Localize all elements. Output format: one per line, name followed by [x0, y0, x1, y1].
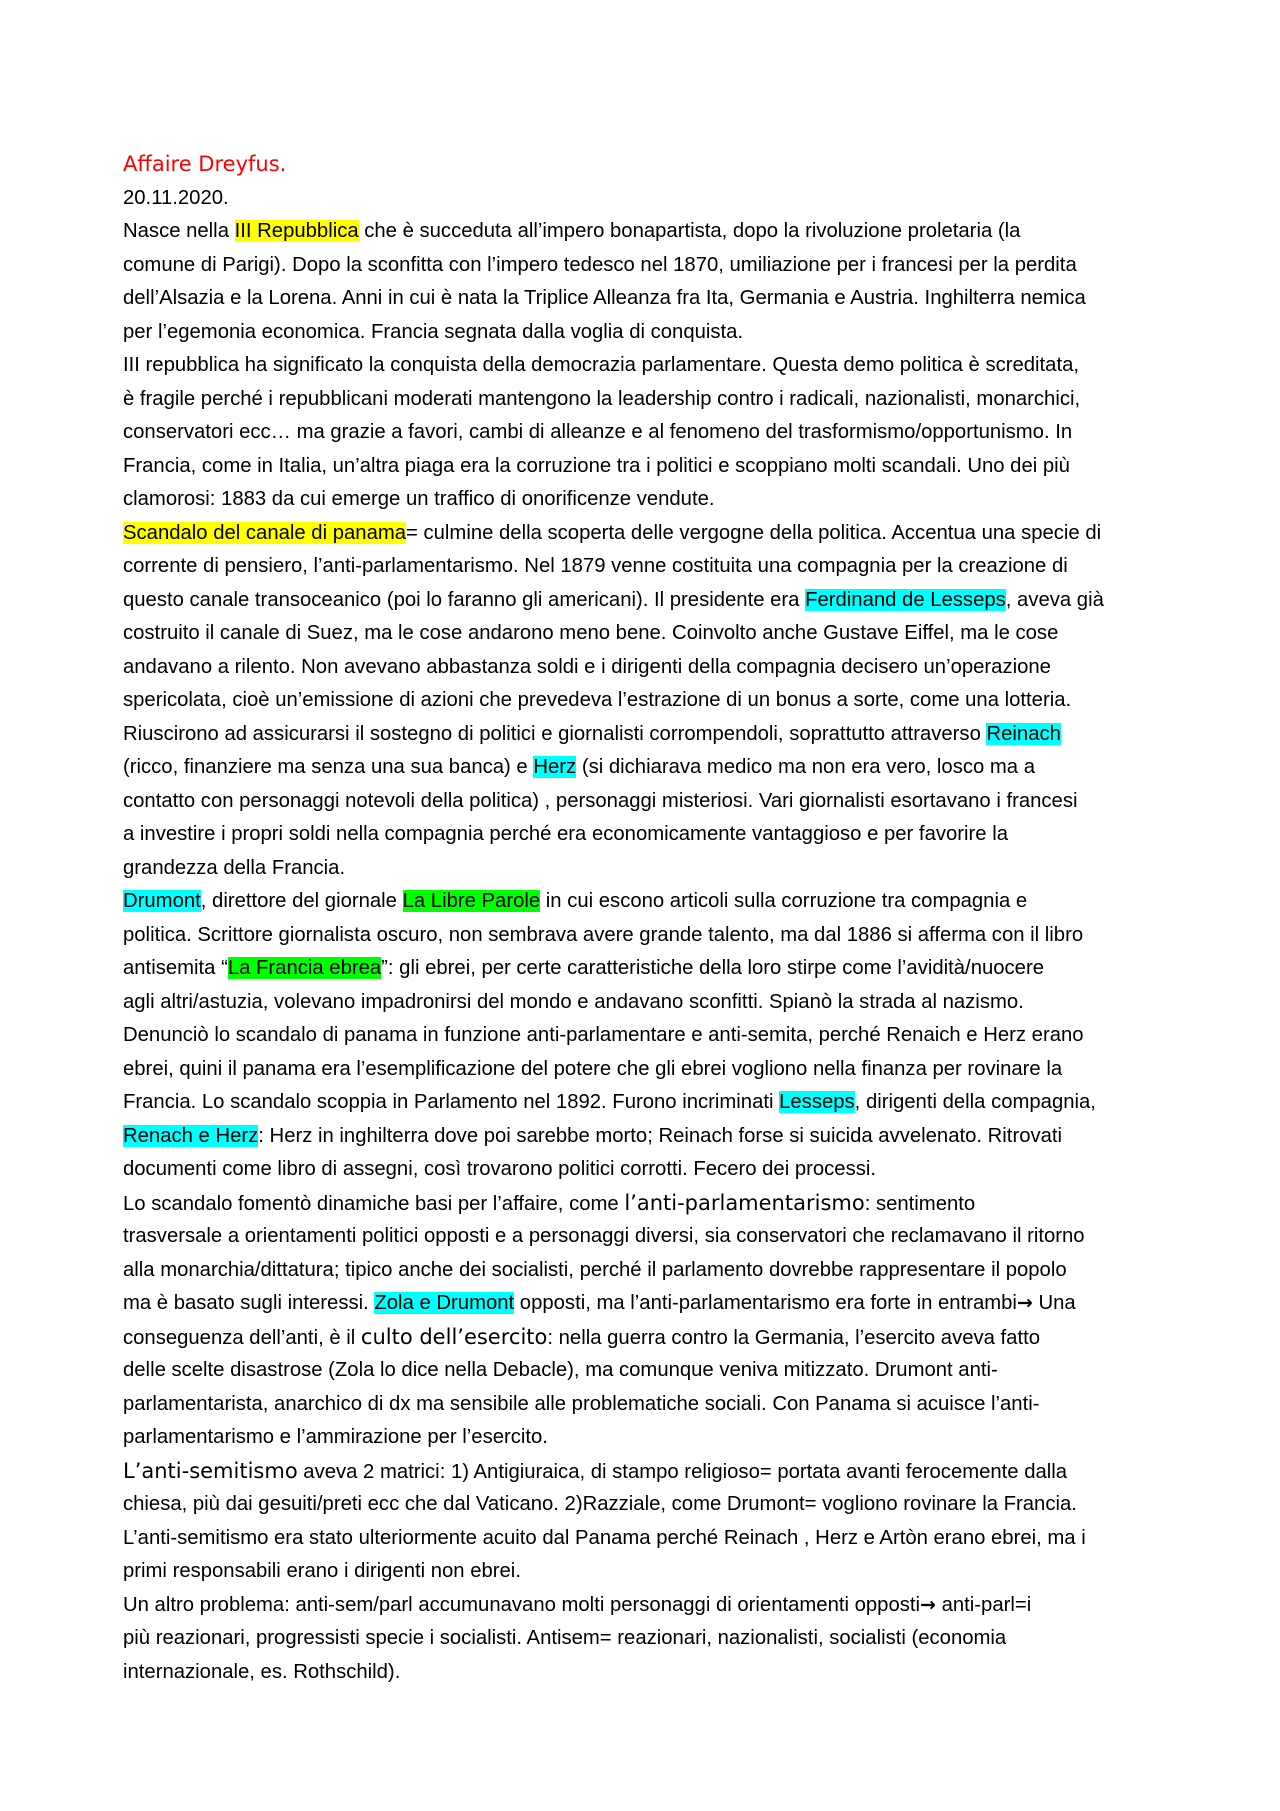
text-run: in cui escono articoli sulla corruzione tra compagnia e	[540, 890, 1028, 912]
text-line	[123, 751, 1183, 785]
text-run: a investire i propri soldi nella compagnia perché era economicamente vantaggioso e per favorire la	[123, 823, 1008, 845]
text-line	[123, 1589, 1183, 1623]
text-run: alla monarchia/dittatura; tipico anche dei socialisti, perché il parlamento dovrebbe rappresentare il popolo	[123, 1258, 1067, 1281]
text-line	[123, 450, 1183, 484]
highlighted-text: Zola e Drumont	[374, 1292, 515, 1314]
text-line	[123, 1254, 1183, 1288]
text-run: dell’Alsazia e la Lorena. Anni in cui è nata la Triplice Alleanza fra Ita, Germania e Austria. Inghilterra nemica	[123, 287, 1086, 309]
text-run: III repubblica ha significato la conquista della democrazia parlamentare. Questa demo politica è screditata,	[123, 354, 1080, 376]
text-line	[123, 1354, 1183, 1388]
text-run: primi responsabili erano i dirigenti non ebrei.	[123, 1560, 521, 1582]
text-line	[123, 416, 1183, 450]
arrow-icon: →	[920, 1593, 936, 1616]
text-run: ebrei, quini il panama era l’esemplificazione del potere che gli ebrei vogliono nella finanza per rovinare la	[123, 1057, 1063, 1080]
text-run: è fragile perché i repubblicani moderati mantengono la leadership contro i radicali, nazionalisti, monarchici,	[123, 387, 1081, 410]
text-run: parlamentarismo e l’ammirazione per l’esercito.	[123, 1426, 548, 1448]
document-body	[123, 215, 1183, 1689]
highlighted-text: La Libre Parole	[402, 890, 541, 912]
text-run: comune di Parigi). Dopo la sconfitta con l’impero tedesco nel 1870, umiliazione per i francesi per la perdita	[123, 253, 1077, 276]
text-line	[123, 1522, 1183, 1556]
text-run: Una	[1032, 1292, 1076, 1314]
text-line	[123, 1321, 1183, 1355]
text-run: questo canale transoceanico (poi lo faranno gli americani). Il presidente era	[123, 588, 806, 611]
text-run: corrente di pensiero, l’anti-parlamentarismo. Nel 1879 venne costituita una compagnia per la creazione di	[123, 555, 1068, 577]
text-line	[123, 1488, 1183, 1522]
highlighted-text: Scandalo del canale di panama	[123, 521, 407, 544]
text-line	[123, 1053, 1183, 1087]
text-run: parlamentarista, anarchico di dx ma sensibile alle problematiche sociali. Con Panama si acuisce l’anti-	[123, 1392, 1040, 1415]
text-run: andavano a rilento. Non avevano abbastanza soldi e i dirigenti della compagnia decisero un’operazione	[123, 655, 1051, 678]
text-line	[123, 818, 1183, 852]
text-line	[123, 282, 1183, 316]
text-run: spericolata, cioè un’emissione di azioni che prevedeva l’estrazione di un bonus a sorte, come una lotteria.	[123, 689, 1072, 711]
text-line	[123, 517, 1183, 551]
highlighted-text: Drumont	[123, 890, 201, 912]
text-run: anti-parl=i	[935, 1593, 1032, 1616]
document-date: 20.11.2020.	[123, 186, 229, 209]
text-run: aveva 2 matrici: 1) Antigiuraica, di stampo religioso= portata avanti ferocemente dalla	[297, 1460, 1068, 1483]
text-run: internazionale, es. Rothschild).	[123, 1660, 401, 1683]
text-run: più reazionari, progressisti specie i socialisti. Antisem= reazionari, nazionalisti, socialisti (economia	[123, 1627, 1007, 1649]
text-run: conseguenza dell’anti, è il	[123, 1326, 361, 1349]
highlighted-text: Ferdinand de Lesseps	[805, 588, 1006, 611]
text-run: Lo scandalo fomentò dinamiche basi per l’affaire, come	[123, 1192, 625, 1215]
document-page	[123, 148, 1183, 1689]
emphasized-term: l’anti-parlamentarismo	[624, 1190, 865, 1215]
highlighted-text: Herz	[533, 756, 577, 778]
text-line	[123, 1153, 1183, 1187]
highlighted-text: La Francia ebrea	[227, 957, 382, 979]
text-run: L’anti-semitismo era stato ulteriormente acuito dal Panama perché Reinach , Herz e Artòn erano ebrei, ma i	[123, 1526, 1086, 1549]
highlighted-text: III Repubblica	[234, 220, 359, 242]
text-run: opposti, ma l’anti-parlamentarismo era forte in entrambi	[514, 1292, 1017, 1314]
text-line	[123, 1555, 1183, 1589]
text-line	[123, 952, 1183, 986]
text-line	[123, 1120, 1183, 1154]
text-line	[123, 651, 1183, 685]
text-run: : Herz in inghilterra dove poi sarebbe morto; Reinach forse si suicida avvelenato. Ritrovati	[258, 1124, 1063, 1147]
text-run: (ricco, finanziere ma senza una sua banca) e	[123, 756, 534, 778]
text-line	[123, 1656, 1183, 1690]
text-line	[123, 249, 1183, 283]
text-line	[123, 584, 1183, 618]
text-run: politica. Scrittore giornalista oscuro, non sembrava avere grande talento, ma dal 1886 si afferma con il libro	[123, 923, 1084, 946]
highlighted-text: Renach e Herz	[123, 1124, 259, 1147]
text-line	[123, 483, 1183, 517]
text-run: : nella guerra contro la Germania, l’esercito aveva fatto	[547, 1326, 1041, 1349]
text-run: antisemita “	[123, 957, 228, 979]
text-run: che è succeduta all’impero bonapartista, dopo la rivoluzione proletaria (la	[358, 220, 1021, 242]
text-line	[123, 617, 1183, 651]
text-line	[123, 1388, 1183, 1422]
text-line	[123, 1455, 1183, 1489]
text-line	[123, 316, 1183, 350]
text-line	[123, 852, 1183, 886]
text-line	[123, 684, 1183, 718]
text-run: per l’egemonia economica. Francia segnata dalla voglia di conquista.	[123, 320, 744, 343]
highlighted-text: Reinach	[986, 722, 1061, 745]
text-line	[123, 1220, 1183, 1254]
text-line	[123, 885, 1183, 919]
text-line	[123, 383, 1183, 417]
text-line	[123, 1622, 1183, 1656]
document-title: Affaire Dreyfus.	[123, 152, 287, 176]
text-line	[123, 785, 1183, 819]
text-line	[123, 1086, 1183, 1120]
text-run: clamorosi: 1883 da cui emerge un traffico di onorificenze vendute.	[123, 488, 715, 510]
text-run: documenti come libro di assegni, così trovarono politici corrotti. Fecero dei processi.	[123, 1158, 876, 1180]
text-line	[123, 1187, 1183, 1221]
text-run: agli altri/astuzia, volevano impadronirsi del mondo e andavano sconfitti. Spianò la strada al nazismo.	[123, 990, 1024, 1013]
text-run: delle scelte disastrose (Zola lo dice nella Debacle), ma comunque veniva mitizzato. Drumont anti-	[123, 1359, 998, 1381]
text-run: costruito il canale di Suez, ma le cose andarono meno bene. Coinvolto anche Gustave Eiffel, ma le cose	[123, 622, 1059, 644]
text-line	[123, 349, 1183, 383]
text-run: Nasce nella	[123, 220, 235, 242]
text-line	[123, 718, 1183, 752]
text-line	[123, 986, 1183, 1020]
text-run: ma è basato sugli interessi.	[123, 1292, 375, 1314]
text-run: (si dichiarava medico ma non era vero, losco ma a	[576, 756, 1035, 778]
text-line	[123, 1287, 1183, 1321]
text-run: Denunciò lo scandalo di panama in funzione anti-parlamentare e anti-semita, perché Renaich e Herz erano	[123, 1024, 1084, 1046]
text-run: : sentimento	[864, 1192, 976, 1215]
arrow-icon: →	[1016, 1292, 1033, 1314]
text-run: contatto con personaggi notevoli della politica) , personaggi misteriosi. Vari giornalisti esortavano i francesi	[123, 789, 1078, 812]
text-run: = culmine della scoperta delle vergogne della politica. Accentua una specie di	[406, 521, 1102, 544]
text-line	[123, 1019, 1183, 1053]
text-run: , dirigenti della compagnia,	[854, 1091, 1096, 1113]
text-run: conservatori ecc… ma grazie a favori, cambi di alleanze e al fenomeno del trasformismo/opportunismo. In	[123, 421, 1073, 443]
emphasized-term: L’anti-semitismo	[123, 1458, 298, 1483]
text-run: , direttore del giornale	[200, 890, 403, 912]
text-run: ”: gli ebrei, per certe caratteristiche della loro stirpe come l’avidità/nuocere	[381, 957, 1044, 979]
text-line	[123, 1421, 1183, 1455]
text-run: grandezza della Francia.	[123, 856, 346, 879]
text-run: Un altro problema: anti-sem/parl accumunavano molti personaggi di orientamenti opposti	[123, 1593, 921, 1616]
emphasized-term: culto dell’esercito	[360, 1324, 548, 1349]
highlighted-text: Lesseps	[779, 1091, 855, 1113]
text-line	[123, 550, 1183, 584]
text-run: Riuscirono ad assicurarsi il sostegno di politici e giornalisti corrompendoli, soprattutto attraverso	[123, 722, 987, 745]
text-run: Francia. Lo scandalo scoppia in Parlamento nel 1892. Furono incriminati	[123, 1091, 780, 1113]
text-run: chiesa, più dai gesuiti/preti ecc che dal Vaticano. 2)Razziale, come Drumont= vogliono rovinare la Francia.	[123, 1493, 1077, 1515]
text-run: Francia, come in Italia, un’altra piaga era la corruzione tra i politici e scoppiano molti scandali. Uno dei più	[123, 454, 1070, 477]
text-line	[123, 919, 1183, 953]
text-run: , aveva già	[1005, 588, 1104, 611]
text-line	[123, 215, 1183, 249]
text-run: trasversale a orientamenti politici opposti e a personaggi diversi, sia conservatori che reclamavano il ritorno	[123, 1225, 1085, 1247]
